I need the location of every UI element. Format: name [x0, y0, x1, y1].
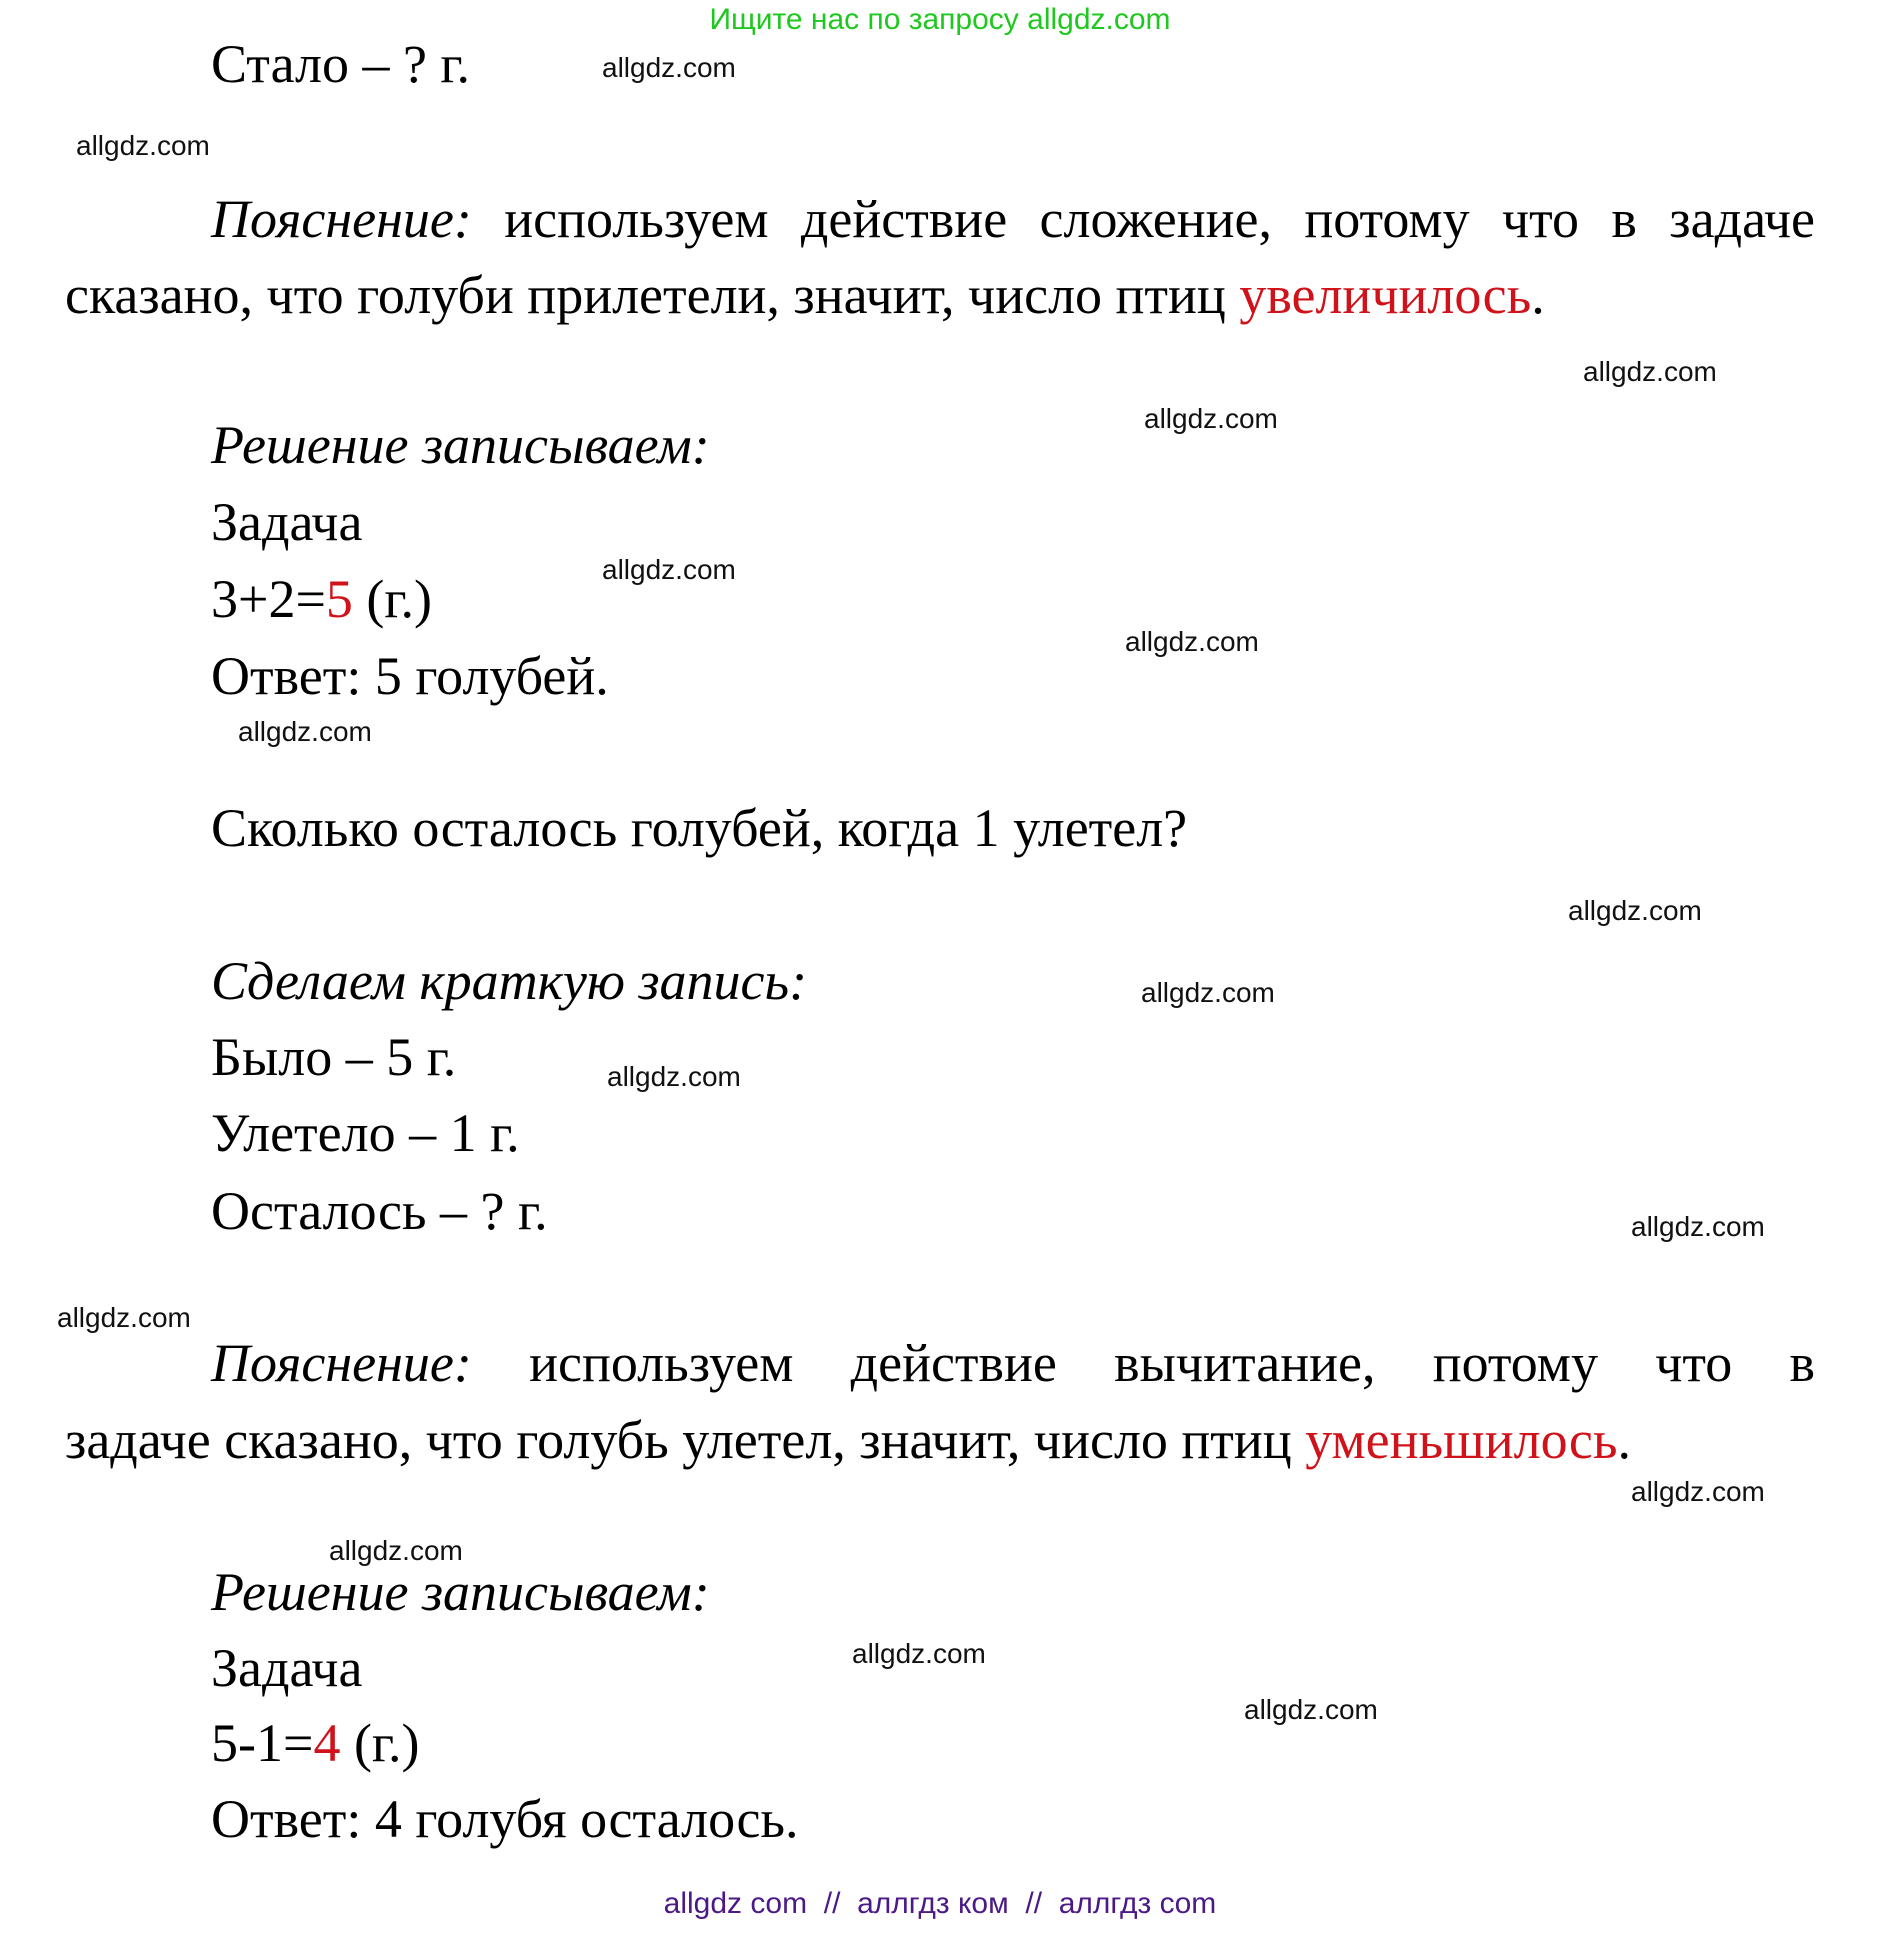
explanation-end: .: [1531, 265, 1545, 325]
short-record-line: Было – 5 г.: [211, 1027, 457, 1087]
equation: [211, 1713, 420, 1773]
watermark: allgdz.com: [852, 1638, 986, 1669]
explanation-end: .: [1617, 1410, 1632, 1470]
watermark: allgdz.com: [1144, 403, 1278, 434]
equation-result: 5: [325, 569, 353, 629]
equation-expression: 5-1=: [211, 1713, 314, 1773]
search-hint-banner: Ищите нас по запросу allgdz.com: [709, 3, 1171, 36]
watermark: allgdz.com: [602, 554, 736, 585]
task-label: Задача: [211, 1638, 363, 1698]
watermark: allgdz.com: [57, 1302, 191, 1333]
equation-result: 4: [313, 1713, 341, 1773]
highlight-word: увеличилось: [1239, 265, 1532, 325]
explanation-text: задаче сказано, что голубь улетел, значит, число птиц: [65, 1410, 1306, 1470]
watermark: allgdz.com: [607, 1061, 741, 1092]
watermark: allgdz.com: [1583, 356, 1717, 387]
explanation-2-line-2: [65, 1410, 1632, 1470]
solution-heading: Решение записываем:: [211, 1562, 710, 1622]
watermark: allgdz.com: [238, 716, 372, 747]
short-record-heading: Сделаем краткую запись:: [211, 951, 808, 1011]
answer: Ответ: 4 голубя осталось.: [211, 1789, 799, 1849]
watermark: allgdz.com: [1244, 1694, 1378, 1725]
explanation-label: Пояснение:: [211, 189, 472, 249]
explanation-1-line-1: [211, 189, 1815, 249]
explanation-1-line-2: [65, 265, 1545, 325]
result-line: Стало – ? г.: [211, 34, 470, 94]
equation-unit: (г.): [340, 1713, 420, 1773]
question: Сколько осталось голубей, когда 1 улетел?: [211, 798, 1188, 858]
equation-expression: 3+2=: [211, 569, 326, 629]
highlight-word: уменьшилось: [1305, 1410, 1618, 1470]
short-record-line: Улетело – 1 г.: [211, 1103, 520, 1163]
explanation-text: используем действие сложение, потому что в задаче: [471, 189, 1815, 249]
explanation-2-line-1: [211, 1333, 1815, 1393]
explanation-text: сказано, что голуби прилетели, значит, число птиц: [65, 265, 1240, 325]
watermark: allgdz.com: [1631, 1211, 1765, 1242]
explanation-text: используем действие вычитание, потому что в: [471, 1333, 1815, 1393]
watermark: allgdz.com: [329, 1535, 463, 1566]
watermark: allgdz.com: [1125, 626, 1259, 657]
equation: [211, 569, 432, 629]
task-label: Задача: [211, 492, 363, 552]
short-record-line: Осталось – ? г.: [211, 1181, 548, 1241]
watermark: allgdz.com: [1568, 895, 1702, 926]
watermark: allgdz.com: [76, 130, 210, 161]
watermark: allgdz.com: [1631, 1476, 1765, 1507]
explanation-label: Пояснение:: [211, 1333, 472, 1393]
equation-unit: (г.): [352, 569, 432, 629]
answer: Ответ: 5 голубей.: [211, 646, 609, 706]
solution-heading: Решение записываем:: [211, 415, 710, 475]
footer-watermark: allgdz com // аллгдз ком // аллгдз com: [663, 1887, 1217, 1920]
watermark: allgdz.com: [1141, 977, 1275, 1008]
watermark: allgdz.com: [602, 52, 736, 83]
